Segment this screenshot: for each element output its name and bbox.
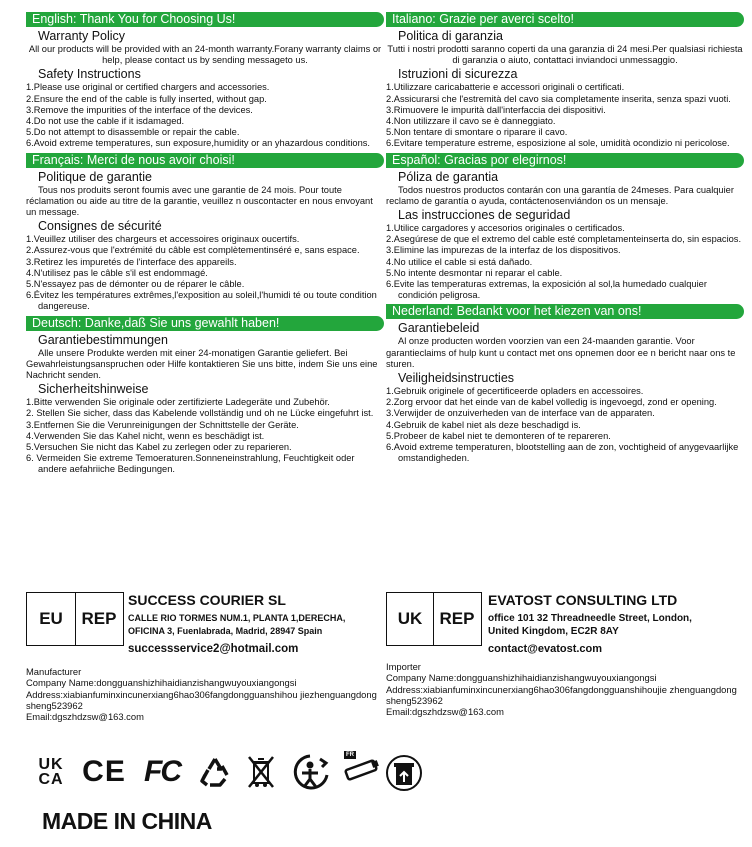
eu-rep-address: CALLE RIO TORMES NUM.1, PLANTA 1,DERECHA, OFICINA 3, Fuenlabrada, Madrid, 28947 Spain <box>128 613 346 636</box>
eu-rep-block <box>26 592 370 655</box>
uk-code: UK <box>397 609 423 628</box>
italian-banner: Italiano: Grazie per averci scelto! <box>386 12 744 27</box>
eu-rep-label: REP <box>75 593 122 645</box>
list-item: 6. Vermeiden Sie extreme Temoeraturen.Sonneneinstrahlung, Feuchtigkeit oder andere aefahriiche Bedingungen. <box>26 453 355 475</box>
triman-icon <box>290 753 330 791</box>
eu-code: EU <box>39 609 63 628</box>
list-item: 1.Utilice cargadores y accesorios originales o certificados. <box>386 223 625 234</box>
italian-safety-title: Istruzioni di sicurezza <box>398 67 518 82</box>
dutch-safety-title: Veiligheidsinstructies <box>398 371 515 386</box>
german-banner: Deutsch: Danke,daß Sie uns gewahlt haben! <box>26 316 384 331</box>
spanish-banner: Español: Gracias por elegirnos! <box>386 153 744 168</box>
list-item: 3.Retirez les impuretés de l'interface des appareils. <box>26 256 237 267</box>
spanish-safety-list <box>386 223 744 301</box>
german-warranty-title: Garantiebestimmungen <box>38 332 168 347</box>
uk-rep-label: REP <box>433 593 480 645</box>
fr-label: FR <box>346 752 354 758</box>
dutch-warranty-title: Garantiebeleid <box>398 321 480 336</box>
german-warranty-text: Alle unsere Produkte werden mit einer 24-monatigen Garantie geliefert. Bei Gewahrleistungsanspruchen oder Hilfe kontaktieren Sie uns bitte, indem Sie uns eine Nachricht senden. <box>26 347 378 381</box>
manufacturer-address: Address:xiabianfuminxincunerxiang6hao306fangdongguanshihou jiezhenguangdongsheng523962 <box>26 688 377 711</box>
manufacturer-email: Email:dgszhdzsw@163.com <box>26 711 144 723</box>
recycle-icon <box>198 755 232 789</box>
list-item: 2.Assicurarsi che l'estremità del cavo sia completamente inserita, senza spazi vuoti. <box>386 93 731 104</box>
list-item: 4.Verwenden Sie das Kahel nicht, wenn es beschädigt ist. <box>26 430 265 441</box>
list-item: 2.Asegúrese de que el extremo del cable esté completamenteinserta do, sin espacios. <box>386 234 742 245</box>
french-warranty-title: Politique de garantie <box>38 169 152 184</box>
french-safety-list <box>26 234 384 312</box>
dutch-safety-list <box>386 386 744 464</box>
italian-warranty-text: Tutti i nostri prodotti saranno coperti da una garanzia di 24 mesi.Per qualsiasi richiesta di garanzia o aiuto, contattaci inviandoci unmessaggio. <box>387 44 743 66</box>
french-warranty-text: Tous nos produits seront foumis avec une garantie de 24 mois. Pour toute réclamation ou aide au titre de la garantie, veuillez n ouscontacter en nous envoyant un message. <box>26 184 373 218</box>
list-item: 5.N'essayez pas de démonter ou de réparer le câble. <box>26 279 245 290</box>
list-item: 4.No utilice el cable si está dañado. <box>386 256 533 267</box>
french-safety-title: Consignes de sécurité <box>38 219 162 234</box>
english-warranty-text: All our products will be provided with an 24-month warranty.Forany warranty claims or help, please contact us by sending messageto us. <box>28 44 382 66</box>
fcc-mark-text: FC <box>144 755 180 788</box>
english-warranty-title: Warranty Policy <box>38 29 126 43</box>
importer-company: Company Name:dongguanshizhihaidianzishangwuyouxiangongsi <box>386 672 657 684</box>
list-item: 3.Rimuovere le impurità dall'interfaccia dei dispositivi. <box>386 104 606 115</box>
uk-rep-email: contact@evatost.com <box>488 643 603 655</box>
list-item: 6.Évitez les températures extrêmes,l'exposition au soleil,l'humidi té ou toute condition dangereuse. <box>26 290 377 312</box>
english-safety-title: Safety Instructions <box>38 67 141 82</box>
list-item: 4.Non utilizzare il cavo se è danneggiato. <box>386 116 556 127</box>
list-item: 2.Assurez-vous que l'extrémité du câble est complètementinséré e, sans espace. <box>26 245 360 256</box>
section-german <box>26 316 384 476</box>
section-french <box>26 153 384 313</box>
list-item: 5.Do not attempt to disassemble or repair the cable. <box>26 127 240 138</box>
importer-email: Email:dgszhdzsw@163.com <box>386 706 504 718</box>
list-item: 4.Gebruik de kabel niet als deze beschadigd is. <box>386 419 581 430</box>
section-italian <box>386 12 744 150</box>
list-item: 1.Please use original or certified chargers and accessories. <box>26 82 270 93</box>
fcc-mark-icon <box>140 755 184 789</box>
made-in-china: MADE IN CHINA <box>42 808 212 834</box>
list-item: 5.No intente desmontar ni reparar el cable. <box>386 267 563 278</box>
list-item: 1.Utilizzare caricabatterie e accessori originali o certificati. <box>386 82 625 93</box>
eu-rep-email: successservice2@hotmail.com <box>128 643 299 655</box>
uk-rep-address: office 101 32 Threadneedle Street, London, United Kingdom, EC2R 8AY <box>488 613 692 637</box>
german-safety-list <box>26 397 384 475</box>
spanish-warranty-title: Póliza de garantia <box>398 169 499 184</box>
manufacturer-label: Manufacturer <box>26 666 82 677</box>
importer-address: Address:xiabianfuminxincunerxiang6hao306fangdongguanshihoujie zhenguangdongsheng523962 <box>386 683 737 706</box>
section-dutch <box>386 304 744 464</box>
list-item: 6.Evitare temperature estreme, esposizione al sole, umidità ocondizio ni pericolose. <box>386 138 730 149</box>
ukca-mark-icon <box>34 753 68 791</box>
list-item: 4.N'utilisez pas le câble s'il est endommagé. <box>26 267 208 278</box>
importer-label: Importer <box>386 661 421 672</box>
section-spanish <box>386 153 744 302</box>
left-column <box>26 12 384 479</box>
german-safety-title: Sicherheitshinweise <box>38 382 149 397</box>
list-item: 3.Verwijder de onzuiverheden van de interface van de apparaten. <box>386 408 655 419</box>
manufacturer-block <box>26 666 378 722</box>
list-item: 6.Avoid extreme temperaturen, blootstelling aan de zon, vochtigheid of anygevaarlijke omstandigheden. <box>386 442 739 464</box>
ukca-mark-text: UK CA <box>38 756 64 788</box>
list-item: 3.Remove the impurities of the interface of the devices. <box>26 104 253 115</box>
list-item: 1.Veuillez utiliser des chargeurs et accessoires originaux oucertifs. <box>26 234 300 245</box>
section-english <box>26 12 384 150</box>
list-item: 4.Do not use the cable if it isdamaged. <box>26 116 185 127</box>
list-item: 2.Zorg ervoor dat het einde van de kabel volledig is ingevoegd, zond er opening. <box>386 397 717 408</box>
weee-crossed-bin-icon <box>246 754 276 790</box>
list-item: 6.Evite las temperaturas extremas, la exposición al sol,la humedado cualquier condición peligrosa. <box>386 279 707 301</box>
right-column <box>386 12 744 467</box>
english-banner: English: Thank You for Choosing Us! <box>26 12 384 27</box>
dutch-banner: Nederland: Bedankt voor het kiezen van ons! <box>386 304 744 319</box>
list-item: 3.Elimine las impurezas de la interfaz de los dispositivos. <box>386 245 621 256</box>
list-item: 5.Non tentare di smontare o riparare il cavo. <box>386 127 568 138</box>
importer-block <box>386 661 738 717</box>
spanish-warranty-text: Todos nuestros productos contarán con una garantía de 24meses. Para cualquier reclamo de garantía o ayuda, contáctenosenviándon os un mensaje. <box>386 184 734 206</box>
manufacturer-company: Company Name:dongguanshizhihaidianzishangwuyouxiangongsi <box>26 677 297 689</box>
spanish-safety-title: Las instrucciones de seguridad <box>398 208 571 223</box>
fr-sorting-info-icon <box>344 751 422 793</box>
uk-rep-block <box>386 592 730 655</box>
italian-warranty-title: Politica di garanzia <box>398 29 503 43</box>
eu-rep-name: SUCCESS COURIER SL <box>128 592 286 608</box>
list-item: 1.Bitte verwenden Sie originale oder zertifizierte Ladegeräte und Zubehör. <box>26 397 330 408</box>
eu-rep-box <box>26 592 124 646</box>
list-item: 6.Avoid extreme temperatures, sun exposure,humidity or an yhazardous conditions. <box>26 138 370 149</box>
list-item: 5.Probeer de kabel niet te demonteren of te repareren. <box>386 430 611 441</box>
english-safety-list <box>26 82 384 149</box>
italian-safety-list <box>386 82 744 149</box>
ce-mark-text: CE <box>82 755 126 788</box>
list-item: 2. Stellen Sie sicher, dass das Kabelende vollständig und oh ne Lücke eingefuhrt ist. <box>26 408 374 419</box>
list-item: 5.Versuchen Sie nicht das Kabel zu zerlegen oder zu reparieren. <box>26 442 292 453</box>
list-item: 1.Gebruik originele of gecertificeerde opladers en accessoires. <box>386 386 644 397</box>
uk-rep-name: EVATOST CONSULTING LTD <box>488 592 678 608</box>
dutch-warranty-text: Al onze producten worden voorzien van een 24-maanden garantie. Voor garantieclaims of hulp kunt u contact met ons opnemen door ee n bericht naar ons te sturen. <box>386 336 736 369</box>
uk-rep-box <box>386 592 482 646</box>
ce-mark-icon <box>82 755 126 789</box>
list-item: 3.Entfernen Sie die Verunreinigungen der Schnittstelle der Geräte. <box>26 419 299 430</box>
french-banner: Français: Merci de nous avoir choisi! <box>26 153 384 168</box>
certification-marks <box>34 750 436 794</box>
list-item: 2.Ensure the end of the cable is fully inserted, without gap. <box>26 93 267 104</box>
